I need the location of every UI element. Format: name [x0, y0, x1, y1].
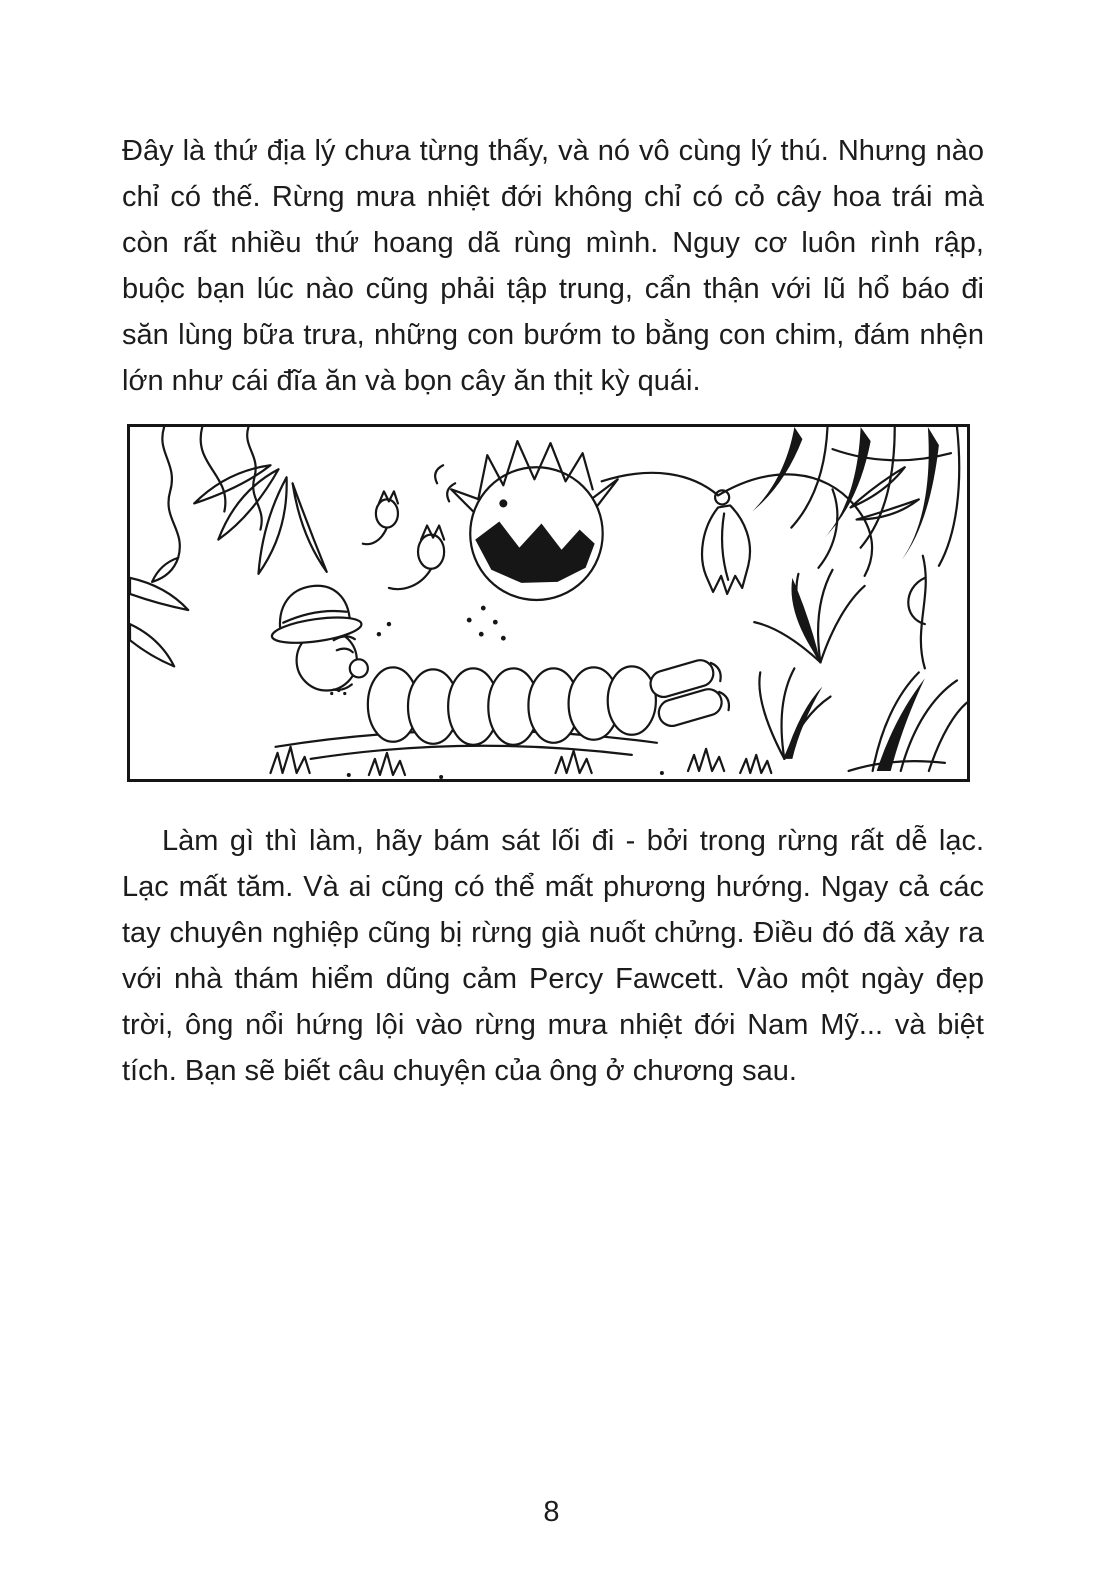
explorer-figure-icon — [266, 580, 731, 759]
paragraph-2: Làm gì thì làm, hãy bám sát lối đi - bởi trong rừng rất dễ lạc. Lạc mất tăm. Và ai cũng có thể mất phương hướng. Ngay cả các tay chuyên nghiệp cũng bị rừng già nuốt chửng. Điều đó đã xảy ra với nhà thám hiểm dũng cảm Percy Fawcett. Vào một ngày đẹp trời, ông nổi hứng lội vào rừng mưa nhiệt đới Nam Mỹ... và biệt tích. Bạn sẽ biết câu chuyện của ông ở chương sau. — [122, 825, 984, 1087]
paragraph-1: Đây là thứ địa lý chưa từng thấy, và nó vô cùng lý thú. Nhưng nào chỉ có thế. Rừng mưa nhiệt đới không chỉ có cỏ cây hoa trái mà còn rất nhiều thứ hoang dã rùng mình. Nguy cơ luôn rình rập, buộc bạn lúc nào cũng phải tập trung, cẩn thận với lũ hổ báo đi săn lùng bữa trưa, những con bướm to bằng con chim, đám nhện lớn như cái đĩa ăn và bọn cây ăn thịt kỳ quái. — [122, 135, 984, 397]
jungle-illustration-frame — [127, 424, 970, 782]
fronds-top-right-icon — [752, 427, 959, 668]
jungle-illustration — [130, 427, 967, 779]
carnivorous-plant-icon — [363, 441, 618, 641]
grass-tufts-icon — [271, 747, 772, 779]
page-number: 8 — [543, 1496, 560, 1528]
foliage-mid-icon — [759, 668, 830, 759]
grass-right-icon — [849, 672, 967, 771]
